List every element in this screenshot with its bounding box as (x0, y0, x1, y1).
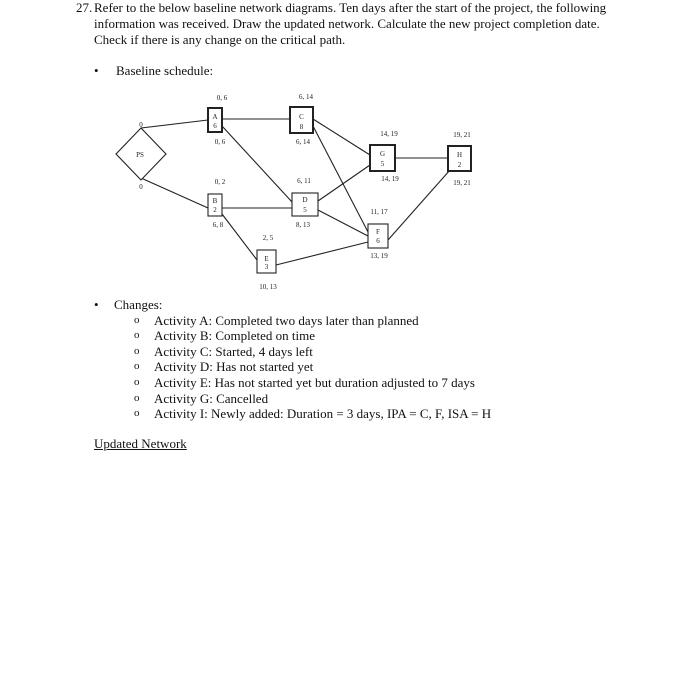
node-g-duration: 5 (380, 160, 385, 168)
node-f (368, 208, 388, 260)
node-a-ls-lf: 0, 6 (214, 138, 226, 146)
list-item (94, 328, 491, 344)
list-item (94, 391, 491, 407)
question-line-2: information was received. Draw the updated network. Calculate the new project completion date. (94, 16, 600, 31)
node-ps (116, 121, 166, 191)
node-c-id: C (299, 113, 304, 121)
bullet-icon: • (94, 297, 99, 312)
changes-list (94, 313, 491, 422)
edge-d-g (318, 165, 370, 201)
list-item (94, 313, 491, 329)
node-g-ls-lf: 14, 19 (381, 175, 399, 183)
edge-d-f (318, 210, 368, 236)
node-f-ls-lf: 13, 19 (370, 252, 388, 260)
list-item (94, 406, 491, 422)
node-a-duration: 6 (213, 122, 217, 130)
change-text: Activity E: Has not started yet but duration adjusted to 7 days (154, 374, 475, 390)
node-b (208, 178, 226, 229)
change-text: Activity G: Cancelled (154, 390, 269, 406)
changes-title: Changes: (114, 297, 163, 312)
node-h-es-ef: 19, 21 (453, 131, 471, 139)
node-e-es-ef: 2, 5 (262, 234, 274, 242)
edge-ps-b (141, 178, 208, 208)
list-item (94, 375, 491, 391)
node-f-duration: 6 (376, 237, 380, 245)
edge-e-f (276, 242, 368, 265)
node-b-id: B (212, 197, 218, 205)
node-f-id: F (376, 228, 380, 236)
question-line-3: Check if there is any change on the critical path. (94, 32, 346, 47)
node-b-ls-lf: 6, 8 (212, 221, 224, 229)
circle-bullet-icon: o (134, 407, 140, 420)
circle-bullet-icon: o (134, 344, 140, 357)
node-g-es-ef: 14, 19 (380, 130, 398, 138)
changes-heading (94, 297, 491, 313)
ps-bottom-label: 0 (139, 183, 143, 191)
edge-ps-a (141, 120, 208, 128)
node-c-es-ef: 6, 14 (299, 93, 313, 101)
ps-label: PS (136, 151, 144, 159)
change-text: Activity B: Completed on time (154, 328, 316, 344)
node-d-id: D (302, 196, 308, 204)
node-h-id: H (456, 151, 463, 159)
node-b-es-ef: 0, 2 (214, 178, 226, 186)
node-c (290, 93, 314, 146)
change-text: Activity D: Has not started yet (154, 359, 314, 375)
node-g (370, 130, 399, 183)
circle-bullet-icon: o (134, 391, 140, 404)
node-a (208, 94, 228, 146)
node-a-es-ef: 0, 6 (216, 94, 228, 102)
node-h-ls-lf: 19, 21 (453, 179, 471, 187)
node-d-ls-lf: 8, 13 (296, 221, 310, 229)
node-c-ls-lf: 6, 14 (296, 138, 310, 146)
node-e-ls-lf: 10, 13 (259, 283, 277, 291)
node-b-duration: 2 (213, 206, 217, 214)
node-d-es-ef: 6, 11 (297, 177, 311, 185)
node-h (448, 131, 471, 187)
bullet-icon: • (94, 63, 99, 78)
edge-c-g (313, 119, 370, 155)
circle-bullet-icon: o (134, 313, 140, 326)
node-a-id: A (212, 113, 218, 121)
list-item (94, 344, 491, 360)
node-c-duration: 8 (299, 123, 304, 131)
updated-network-heading: Updated Network (94, 436, 187, 451)
node-e-duration: 3 (264, 263, 269, 271)
edge-b-e (222, 214, 257, 260)
baseline-label: Baseline schedule: (116, 63, 214, 78)
circle-bullet-icon: o (134, 329, 140, 342)
edge-a-d (222, 126, 292, 202)
node-f-es-ef: 11, 17 (370, 208, 388, 216)
ps-top-label: 0 (139, 121, 143, 129)
node-h-duration: 2 (457, 161, 462, 169)
changes-section (94, 297, 491, 422)
change-text: Activity A: Completed two days later than planned (154, 312, 419, 328)
node-g-id: G (379, 150, 386, 158)
change-text: Activity C: Started, 4 days left (154, 343, 313, 359)
question-line-1: Refer to the below baseline network diagrams. Ten days after the start of the project, the following (94, 0, 607, 15)
node-d-duration: 5 (303, 206, 307, 214)
question-number: 27. (76, 0, 93, 15)
change-text: Activity I: Newly added: Duration = 3 days, IPA = C, F, ISA = H (154, 406, 492, 422)
node-e-id: E (264, 255, 269, 263)
node-d (292, 177, 318, 229)
edge-c-f (313, 126, 368, 232)
baseline-network-diagram (0, 0, 700, 300)
list-item (94, 359, 491, 375)
node-e (257, 234, 277, 291)
circle-bullet-icon: o (134, 375, 140, 388)
circle-bullet-icon: o (134, 360, 140, 373)
